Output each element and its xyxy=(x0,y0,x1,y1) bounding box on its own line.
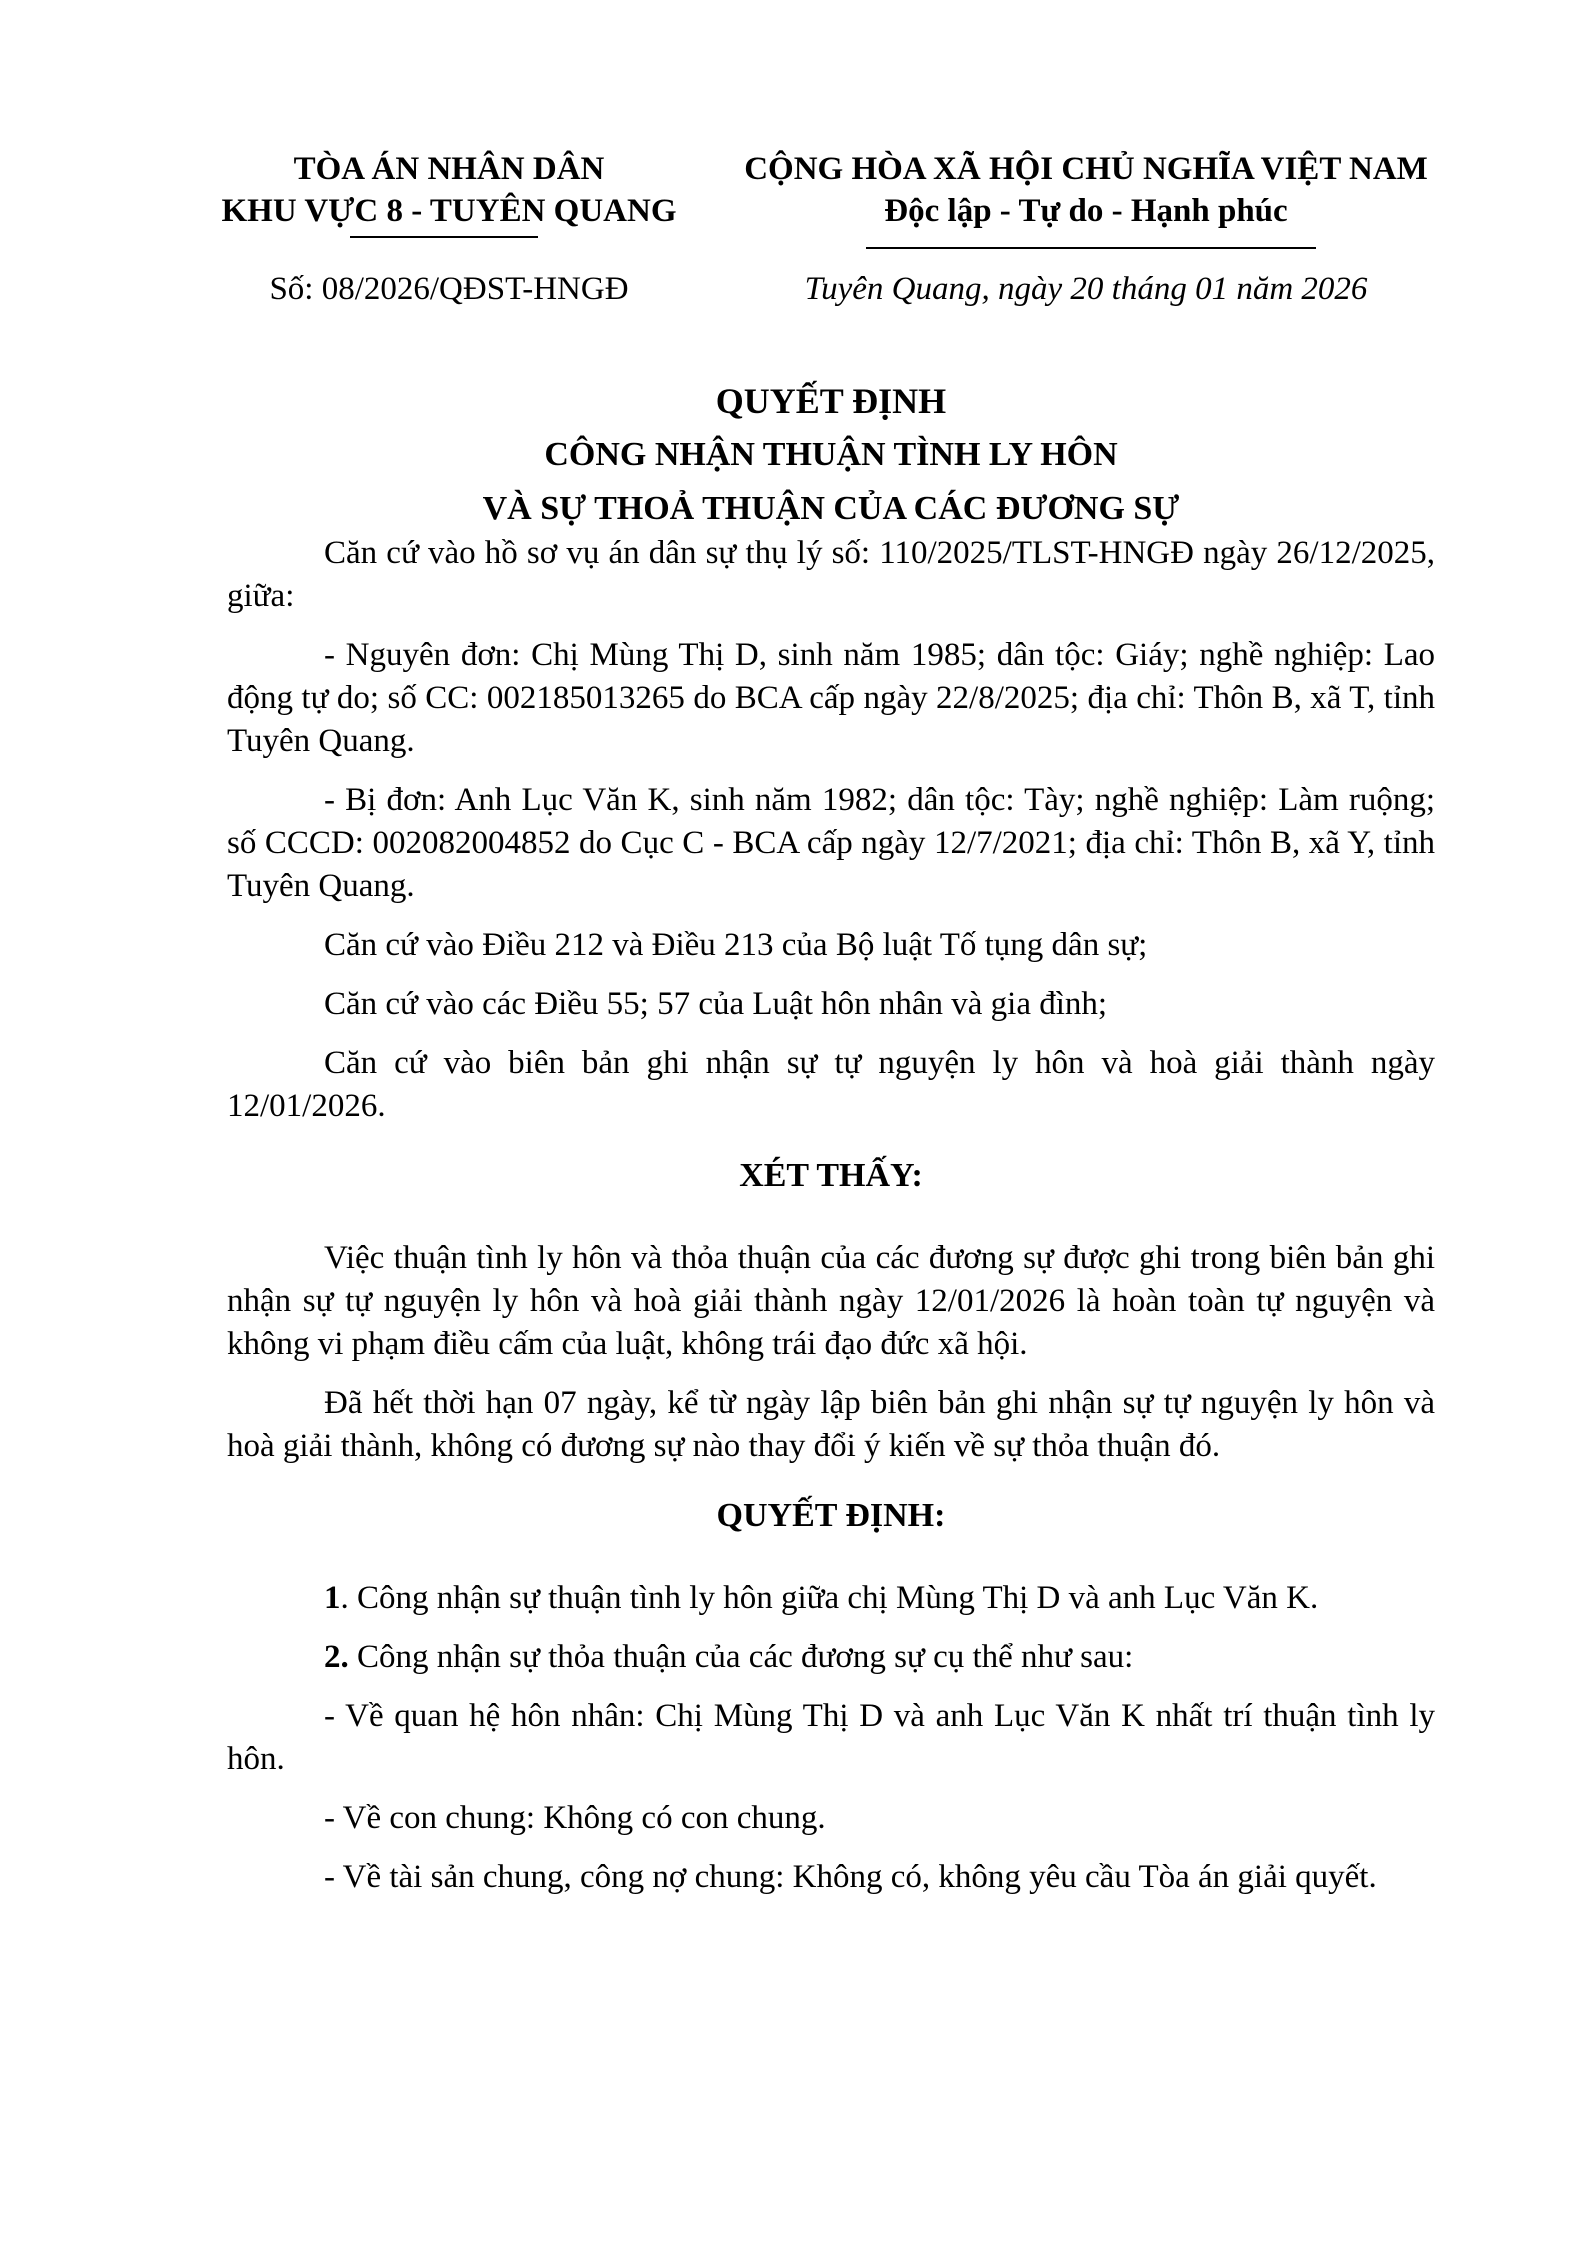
national-title: CỘNG HÒA XÃ HỘI CHỦ NGHĨA VIỆT NAM xyxy=(744,151,1428,187)
title-subject-line1: CÔNG NHẬN THUẬN TÌNH LY HÔN xyxy=(544,436,1118,473)
decision-item-text: Công nhận sự thỏa thuận của các đương sự cụ thể như sau: xyxy=(348,1639,1134,1675)
preamble-plaintiff: - Nguyên đơn: Chị Mùng Thị D, sinh năm 1985; dân tộc: Giáy; nghề nghiệp: Lao động tự do; số CC: 002185013265 do BCA cấp ngày 22/8/2025; địa chỉ: Thôn B, xã T, tỉnh Tuyên Quang. xyxy=(227,637,1435,759)
preamble-marriage-law-basis: Căn cứ vào các Điều 55; 57 của Luật hôn nhân và gia đình; xyxy=(324,986,1108,1022)
national-header xyxy=(712,148,1460,232)
title-decision: QUYẾT ĐỊNH xyxy=(715,381,947,421)
preamble-civil-procedure-basis: Căn cứ vào Điều 212 và Điều 213 của Bộ luật Tố tụng dân sự; xyxy=(324,927,1148,963)
decision-item-1 xyxy=(227,1577,1435,1620)
court-name: TÒA ÁN NHÂN DÂN xyxy=(293,151,605,187)
findings-heading: XÉT THẤY: xyxy=(739,1157,923,1194)
court-header xyxy=(195,148,703,232)
national-motto: Độc lập - Tự do - Hạnh phúc xyxy=(884,193,1288,229)
document-title xyxy=(227,374,1435,536)
decision-item-2 xyxy=(227,1636,1435,1679)
document-number: Số: 08/2026/QĐST-HNGĐ xyxy=(269,271,629,307)
place-and-date: Tuyên Quang, ngày 20 tháng 01 năm 2026 xyxy=(804,271,1368,307)
decision-item-number: 1 xyxy=(324,1580,341,1616)
decision-heading: QUYẾT ĐỊNH: xyxy=(716,1497,946,1534)
decision-sub-item-property: - Về tài sản chung, công nợ chung: Không có, không yêu cầu Tòa án giải quyết. xyxy=(324,1859,1377,1895)
preamble-case-file: Căn cứ vào hồ sơ vụ án dân sự thụ lý số: 110/2025/TLST-HNGĐ ngày 26/12/2025, giữa: xyxy=(227,535,1435,614)
decision-item-text: . Công nhận sự thuận tình ly hôn giữa chị Mùng Thị D và anh Lục Văn K. xyxy=(340,1580,1319,1616)
preamble-defendant: - Bị đơn: Anh Lục Văn K, sinh năm 1982; dân tộc: Tày; nghề nghiệp: Làm ruộng; số CCCD: 002082004852 do Cục C - BCA cấp ngày 12/7/2021; địa chỉ: Thôn B, xã Y, tỉnh Tuyên Quang. xyxy=(227,782,1435,904)
court-header-underline xyxy=(350,236,538,238)
national-motto-underline xyxy=(866,247,1316,249)
decision-sub-item-children: - Về con chung: Không có con chung. xyxy=(324,1800,826,1836)
decision-item-number: 2. xyxy=(324,1639,349,1675)
decision-sub-item-marriage: - Về quan hệ hôn nhân: Chị Mùng Thị D và anh Lục Văn K nhất trí thuận tình ly hôn. xyxy=(227,1698,1435,1777)
findings-paragraph: Việc thuận tình ly hôn và thỏa thuận của các đương sự được ghi trong biên bản ghi nhận sự tự nguyện ly hôn và hoà giải thành ngày 12/01/2026 là hoàn toàn tự nguyện và không vi phạm điều cấm của luật, không trái đạo đức xã hội. xyxy=(227,1240,1435,1362)
document-body xyxy=(227,532,1435,1915)
title-subject-line2: VÀ SỰ THOẢ THUẬN CỦA CÁC ĐƯƠNG SỰ xyxy=(482,490,1180,527)
findings-paragraph: Đã hết thời hạn 07 ngày, kể từ ngày lập biên bản ghi nhận sự tự nguyện ly hôn và hoà giải thành, không có đương sự nào thay đổi ý kiến về sự thỏa thuận đó. xyxy=(227,1385,1435,1464)
preamble-reconciliation-record: Căn cứ vào biên bản ghi nhận sự tự nguyện ly hôn và hoà giải thành ngày 12/01/2026. xyxy=(227,1045,1435,1124)
court-region: KHU VỰC 8 - TUYÊN QUANG xyxy=(221,193,677,229)
